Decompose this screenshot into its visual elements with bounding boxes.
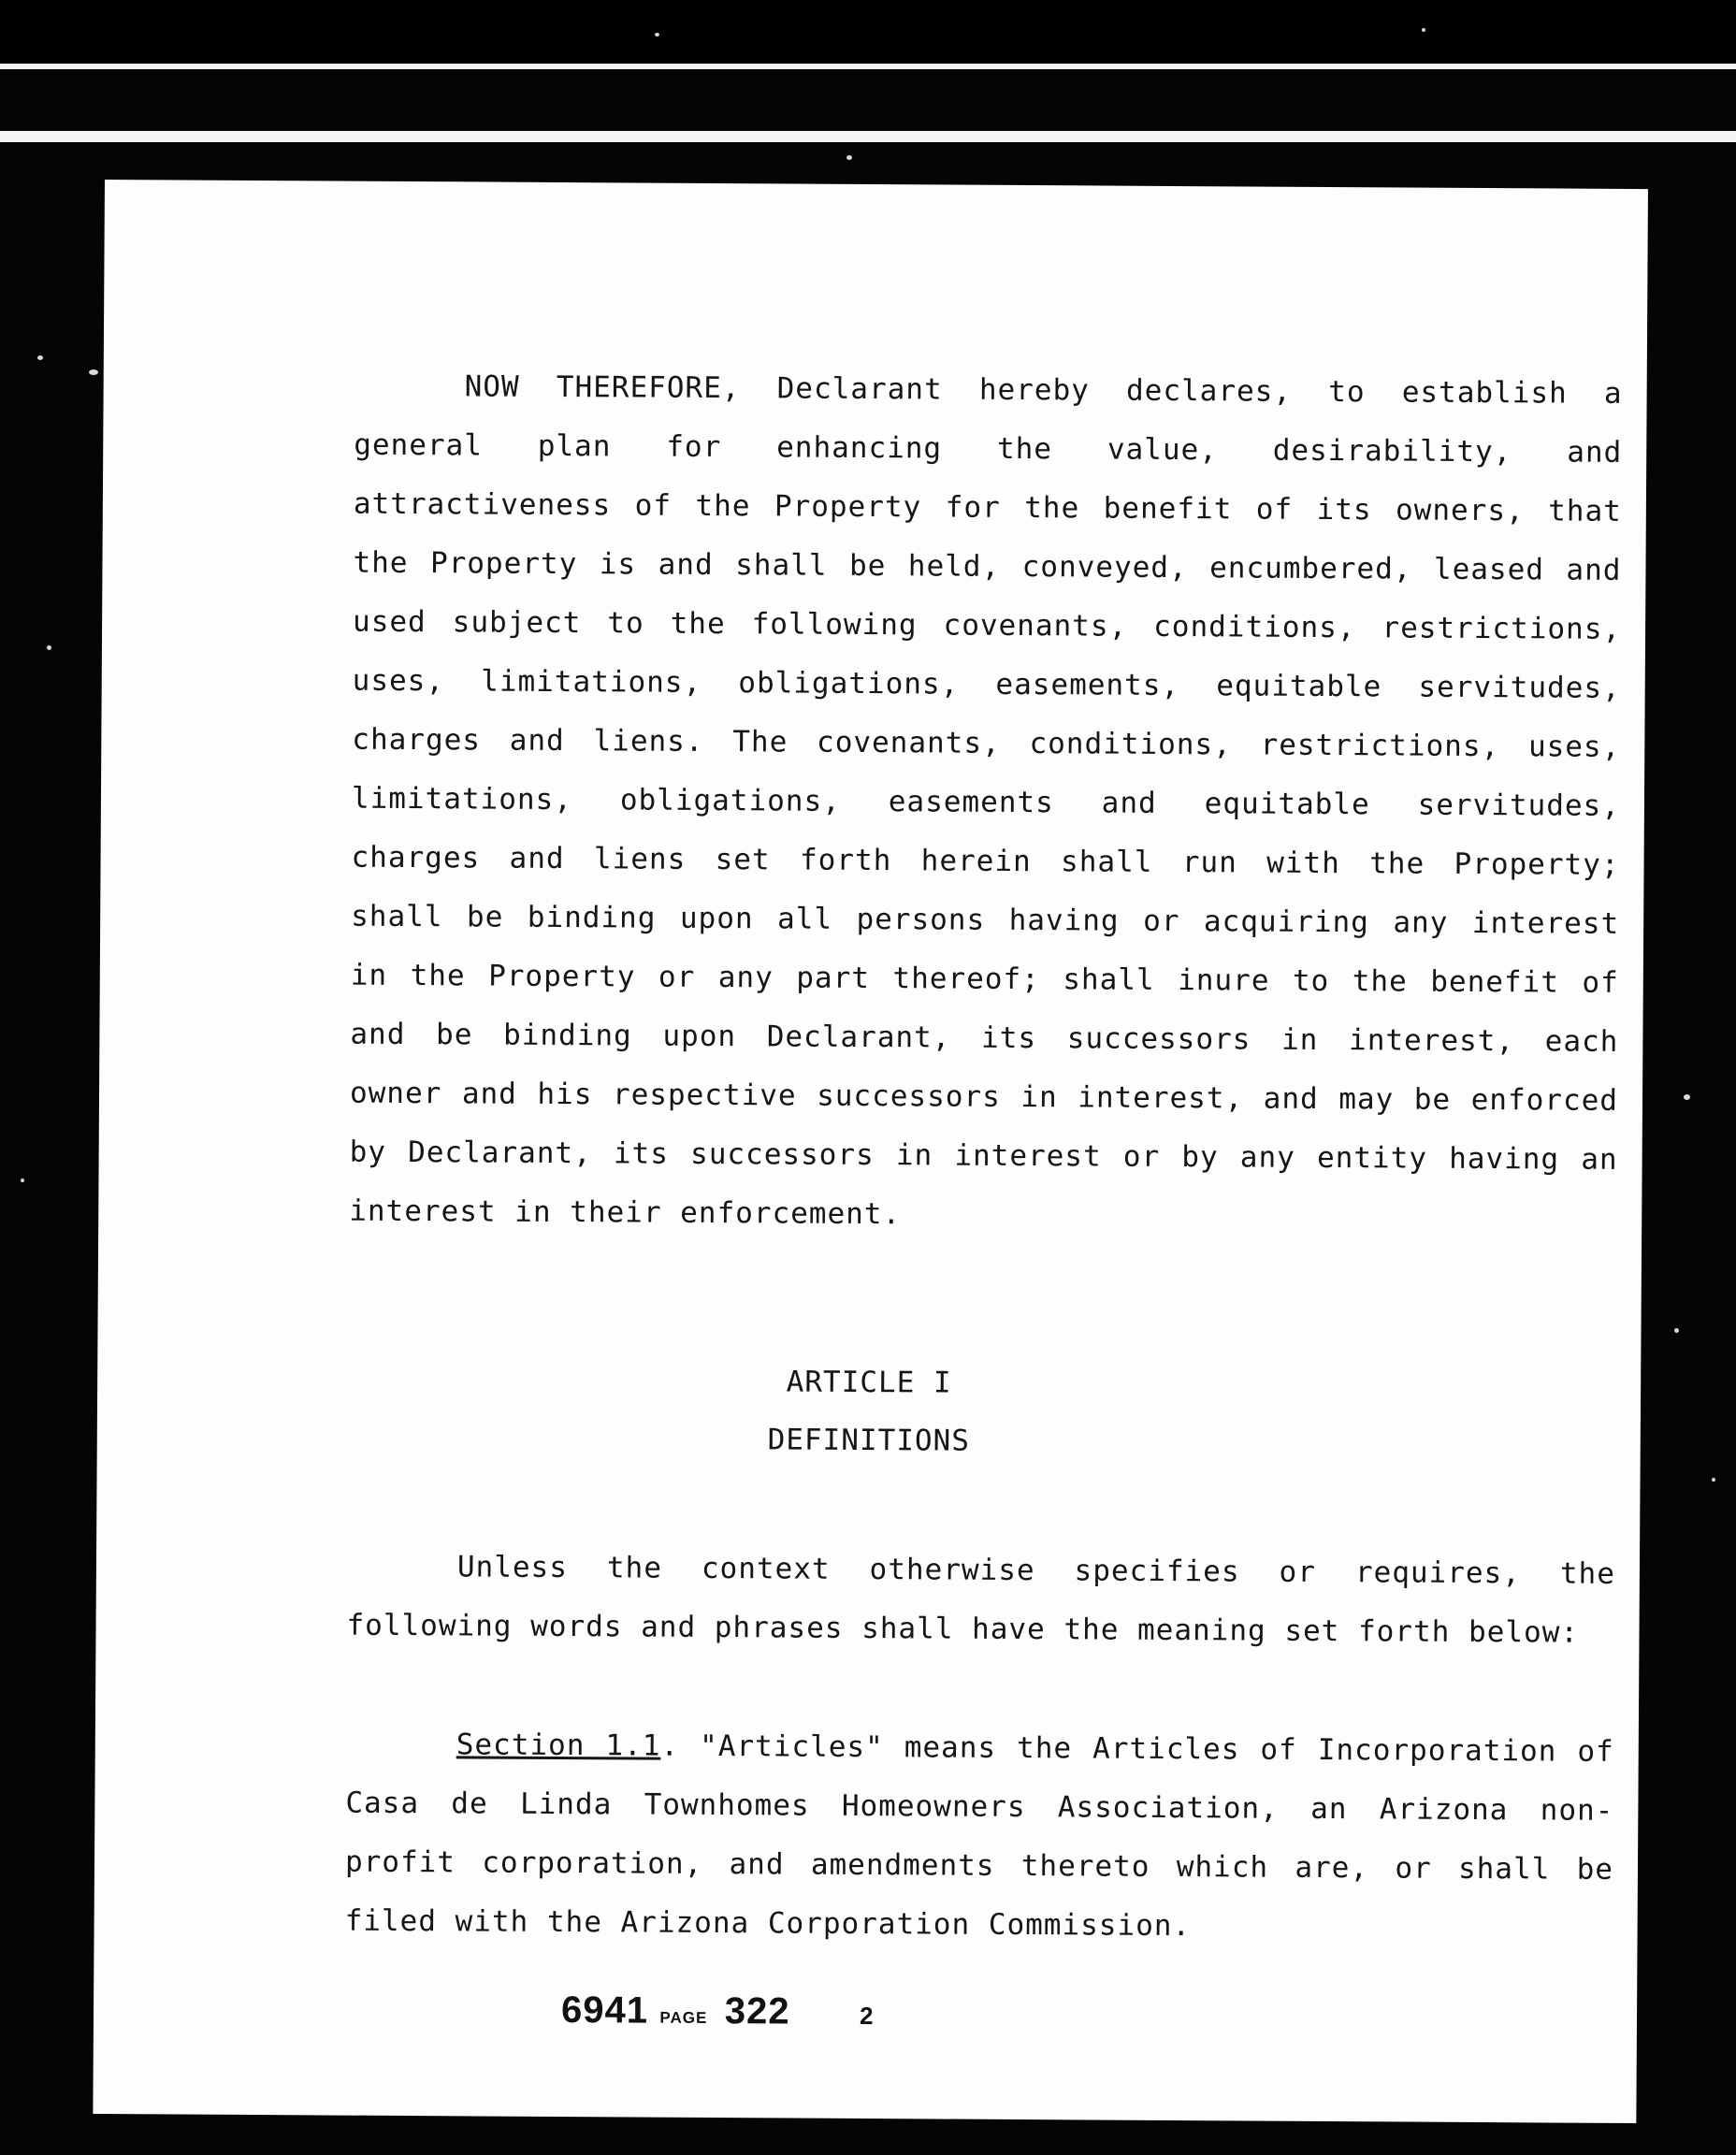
scan-speck [1422, 28, 1425, 32]
page-word: PAGE [659, 2008, 708, 2027]
scan-speck [655, 33, 659, 36]
book-number: 6941 [560, 1989, 649, 2032]
article-heading: ARTICLE I [786, 1365, 952, 1400]
page-index: 2 [859, 2001, 874, 2031]
section-1-1 [344, 1715, 1614, 1959]
recording-page-number: 322 [724, 1990, 790, 2032]
recording-stamp [561, 1989, 874, 2033]
article-title: DEFINITIONS [767, 1423, 971, 1458]
intro-paragraph: NOW THEREFORE, Declarant hereby declares, to establish a general plan for enhancing the value, desirability, and attractiveness of the Property for the benefit of its owners, that the Property is and shall be held, conveyed, encumbered, leased and used subject to the following covenants, conditions, restrictions, uses, limitations, obligations, easements, equitable servitudes, charges and liens. The covenants, conditions, restrictions, uses, limitations, obligations, easements and equitable servitudes, charges and liens set forth herein shall run with the Property; shall be binding upon all persons having or acquiring any interest in the Property or any part thereof; shall inure to the benefit of and be binding upon Declarant, its successors in interest, each owner and his respective successors in interest, and may be enforced by Declarant, its successors in interest or by any entity having an interest in their enforcement. [349, 369, 1623, 1232]
scan-speck [1674, 1328, 1679, 1333]
section-text: . "Articles" means the Articles of Incorporation of Casa de Linda Townhomes Homeowners Association, an Arizona non-profit corporation, and amendments thereto which are, or shall be filed with the Arizona Corporation Commission. [344, 1728, 1614, 1944]
scan-speck [37, 355, 43, 360]
document-page [93, 180, 1648, 2123]
scan-border-top [0, 0, 1736, 65]
scan-speck [1712, 1478, 1715, 1482]
section-label: Section 1.1 [456, 1728, 661, 1763]
scan-speck [846, 155, 852, 160]
scan-line-lower [0, 131, 1736, 142]
scan-speck [47, 645, 51, 650]
scan-line-top [0, 64, 1736, 69]
scan-speck [21, 1179, 24, 1182]
scan-speck [89, 369, 98, 375]
definitions-intro: Unless the context otherwise specifies or requires, the following words and phrases shall have the meaning set forth below: [346, 1550, 1616, 1650]
scan-speck [1684, 1094, 1690, 1100]
